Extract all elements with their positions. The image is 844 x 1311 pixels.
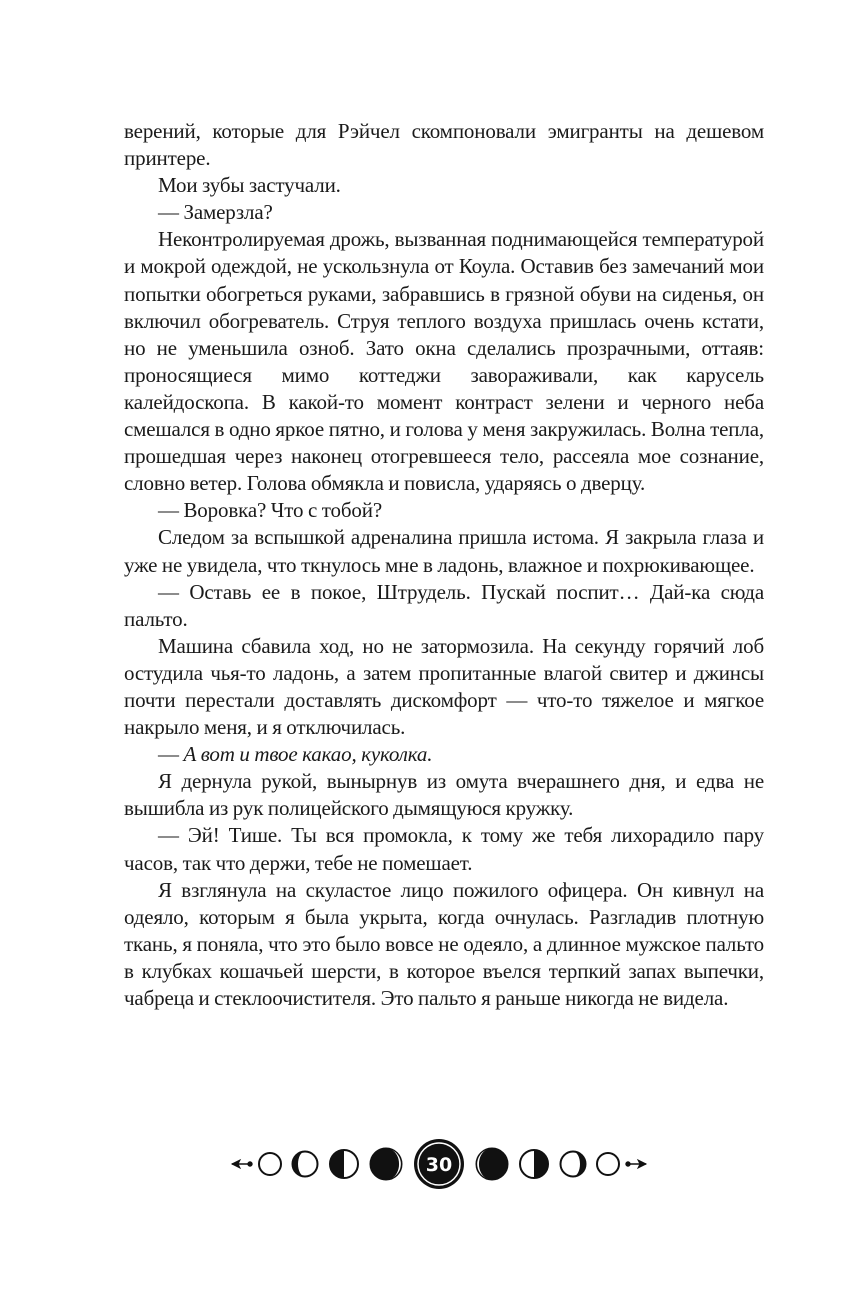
- page-footer: [0, 1134, 844, 1198]
- left-arrow-ornament: [232, 1160, 252, 1168]
- moon-gibbous-icon: [371, 1149, 402, 1180]
- paragraph: Неконтролируемая дрожь, вызванная поднимающейся температурой и мокрой одеждой, не ускользнула от Коула. Оставив без замечаний мои попытки обогреться руками, забравшись в грязной обуви на сиденья, он включил обогреватель. Струя теплого воздуха пришлась очень кстати, но не уменьшила озноб. Зато окна сделались прозрачными, оттаяв: проносящиеся мимо коттеджи завораживали, как карусель калейдоскопа. В какой-то момент контраст зелени и черного неба смешался в одно яркое пятно, и голова у меня закружилась. Волна тепла, прошедшая через наконец отогревшееся тело, рассеяла мое сознание, словно ветер. Голова обмякла и повисла, ударяясь о дверцу.: [124, 227, 764, 496]
- moon-waning-crescent-icon: [561, 1152, 586, 1177]
- italic-dialogue-line: [124, 741, 764, 768]
- moon-phases-ornament: [0, 1134, 844, 1198]
- page-number-badge: [414, 1139, 464, 1189]
- italic-text: А вот и твое какао, куколка.: [183, 742, 433, 767]
- paragraph: верений, которые для Рэйчел скомпоновали эмигранты на дешевом принтере.: [124, 119, 764, 171]
- dialogue-line: — Замерзла?: [158, 200, 273, 225]
- moon-waxing-crescent-icon: [293, 1152, 318, 1177]
- paragraph: Мои зубы застучали.: [158, 173, 341, 198]
- paragraph: Я дернула рукой, вынырнув из омута вчерашнего дня, и едва не вышибла из рук полицейского дымящуюся кружку.: [124, 769, 764, 821]
- dialogue-line: — Оставь ее в покое, Штрудель. Пускай поспит… Дай-ка сюда пальто.: [124, 579, 764, 631]
- paragraph: Машина сбавила ход, но не затормозила. На секунду горячий лоб остудила чья-то ладонь, а затем пропитанные влагой свитер и джинсы почти перестали доставлять дискомфорт — что-то тяжелое и мягкое накрыло меня, и я отключилась.: [124, 633, 764, 740]
- moon-half-icon: [520, 1150, 548, 1178]
- right-arrow-ornament: [626, 1160, 646, 1168]
- dialogue-line: — Эй! Тише. Ты вся промокла, к тому же тебя лихорадило пару часов, так что держи, тебе не помешает.: [124, 823, 764, 875]
- dash: —: [158, 742, 184, 767]
- paragraph: Я взглянула на скуластое лицо пожилого офицера. Он кивнул на одеяло, которым я была укрыта, когда очнулась. Разгладив плотную ткань, я поняла, что это было вовсе не одеяло, а длинное мужское пальто в клубках кошачьей шерсти, в которое въелся терпкий запах выпечки, чабреца и стеклоочистителя. Это пальто я раньше никогда не видела.: [124, 877, 764, 1010]
- paragraph: Следом за вспышкой адреналина пришла истома. Я закрыла глаза и уже не увидела, что ткнулось мне в ладонь, влажное и похрюкивающее.: [124, 525, 764, 577]
- moon-half-icon: [330, 1150, 358, 1178]
- page-body: [124, 118, 764, 1012]
- dialogue-line: — Воровка? Что с тобой?: [158, 498, 383, 523]
- moon-full-light-icon: [597, 1153, 619, 1175]
- moon-full-light-icon: [259, 1153, 281, 1175]
- page-number: 30: [425, 1154, 453, 1176]
- moon-gibbous-icon: [477, 1149, 508, 1180]
